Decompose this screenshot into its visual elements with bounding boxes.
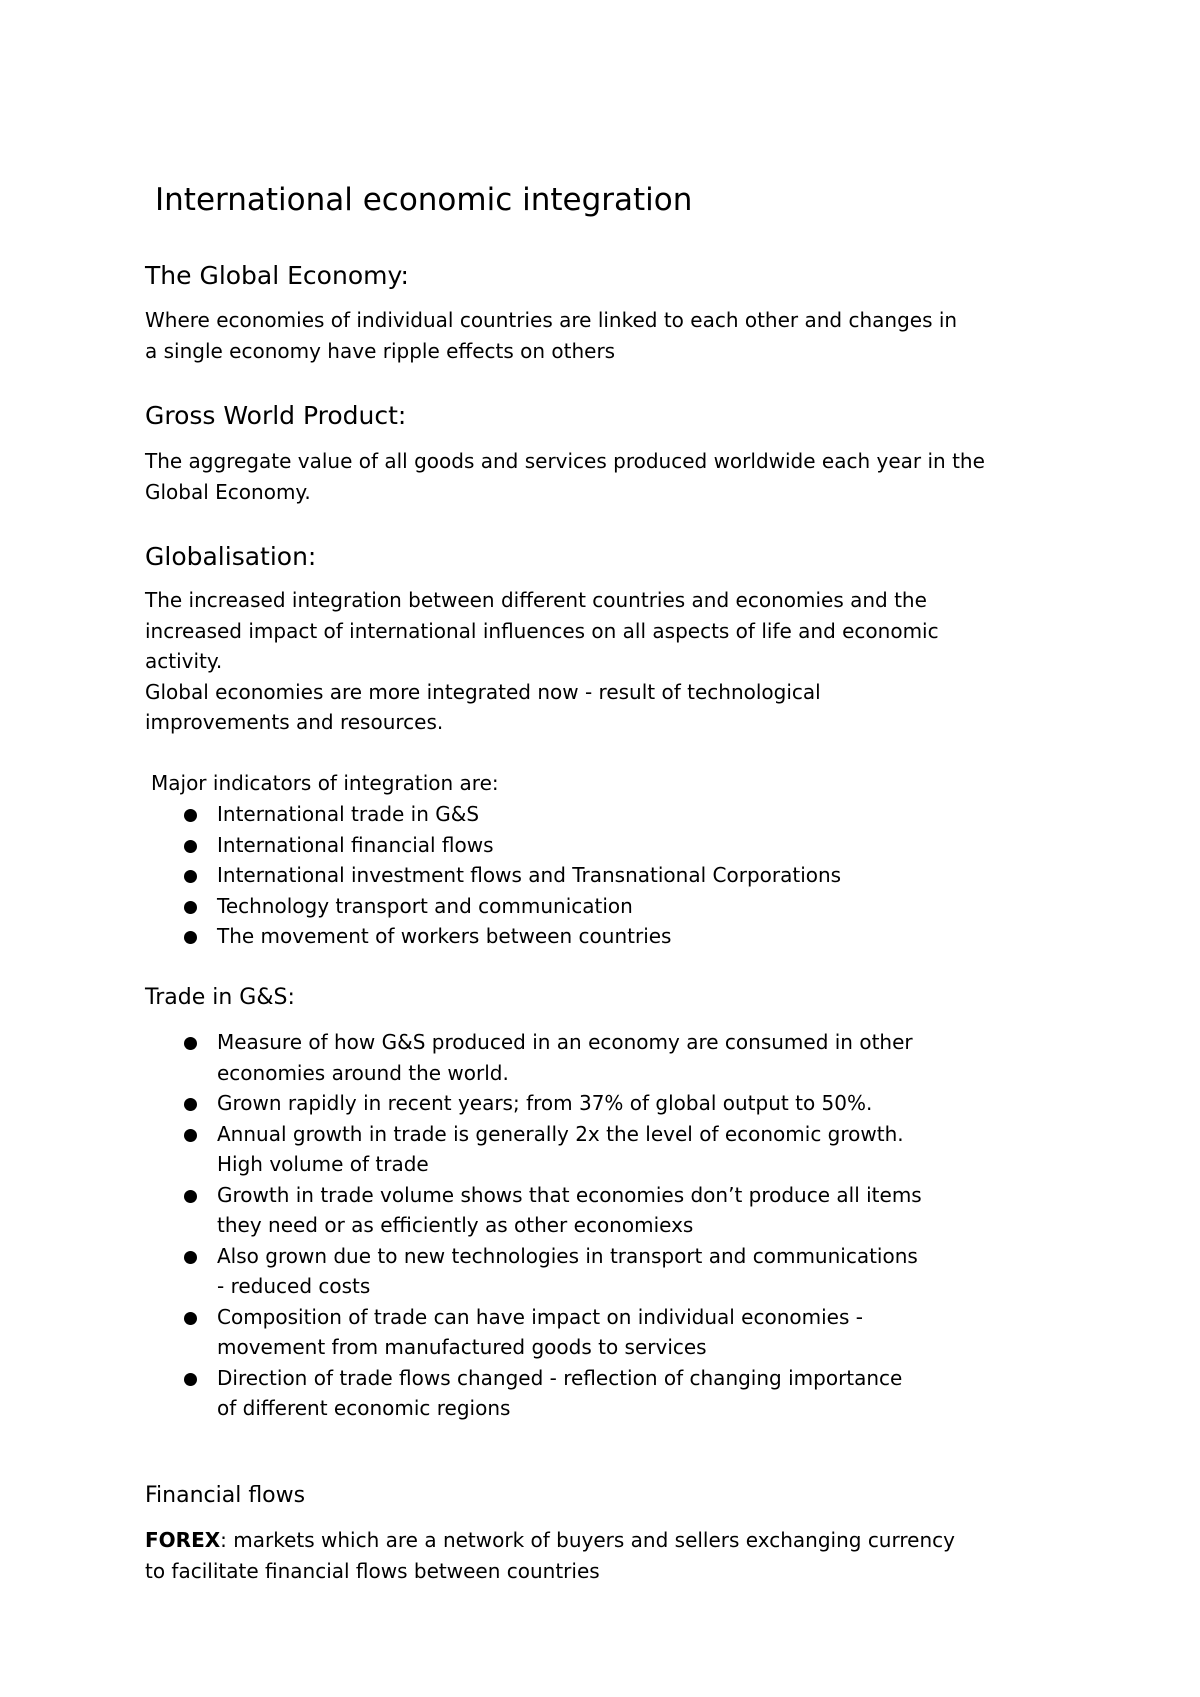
gross-world-product-heading: Gross World Product: bbox=[145, 401, 407, 430]
bullet-icon bbox=[184, 1373, 197, 1386]
bullet-icon bbox=[184, 1190, 197, 1203]
text-line: Global economies are more integrated now - result of technological bbox=[145, 679, 821, 704]
gross-world-product-definition bbox=[145, 446, 1095, 507]
list-item: Measure of how G&S produced in an economy are consumed in other economies around the world. bbox=[0, 1027, 922, 1088]
text-line: Global Economy. bbox=[145, 479, 311, 504]
globalisation-definition bbox=[145, 585, 1095, 738]
list-item: International trade in G&S bbox=[0, 799, 841, 830]
list-item: Annual growth in trade is generally 2x the level of economic growth. High volume of trade bbox=[0, 1119, 922, 1180]
text-line: a single economy have ripple effects on others bbox=[145, 338, 616, 363]
bullet-icon bbox=[184, 1251, 197, 1264]
globalisation-heading: Globalisation: bbox=[145, 542, 317, 571]
bullet-icon bbox=[184, 1129, 197, 1142]
text-line: improvements and resources. bbox=[145, 710, 444, 734]
text-line: to facilitate financial flows between countries bbox=[145, 1558, 600, 1583]
bullet-icon bbox=[184, 840, 197, 853]
forex-definition bbox=[145, 1525, 1095, 1586]
global-economy-heading: The Global Economy: bbox=[145, 261, 409, 290]
forex-definition-text: : markets which are a network of buyers and sellers exchanging currency bbox=[220, 1528, 955, 1552]
bullet-icon bbox=[184, 809, 197, 822]
global-economy-definition bbox=[145, 305, 1095, 366]
text-line: Where economies of individual countries are linked to each other and changes in bbox=[145, 308, 958, 332]
list-item: Composition of trade can have impact on individual economies - movement from manufactured goods to services bbox=[0, 1302, 922, 1363]
text-line bbox=[145, 1525, 1095, 1556]
bullet-icon bbox=[184, 1037, 197, 1050]
bullet-icon bbox=[184, 870, 197, 883]
list-item: International financial flows bbox=[0, 830, 841, 861]
bullet-icon bbox=[184, 1312, 197, 1325]
text-line: increased impact of international influences on all aspects of life and economic bbox=[145, 618, 939, 643]
list-item: Direction of trade flows changed - reflection of changing importance of different economic regions bbox=[0, 1363, 922, 1424]
financial-flows-heading: Financial flows bbox=[145, 1483, 306, 1508]
trade-heading: Trade in G&S: bbox=[145, 985, 295, 1010]
indicators-list bbox=[0, 799, 841, 952]
bullet-icon bbox=[184, 901, 197, 914]
text-line: activity. bbox=[145, 649, 223, 673]
list-item: Growth in trade volume shows that economies don’t produce all items they need or as efficiently as other economiexs bbox=[0, 1180, 922, 1241]
list-item: Grown rapidly in recent years; from 37% of global output to 50%. bbox=[0, 1088, 922, 1119]
list-item: International investment flows and Transnational Corporations bbox=[0, 860, 841, 891]
trade-list bbox=[0, 1027, 922, 1424]
document-title: International economic integration bbox=[155, 182, 693, 218]
indicators-intro: Major indicators of integration are: bbox=[151, 771, 499, 795]
list-item: Also grown due to new technologies in transport and communications - reduced costs bbox=[0, 1241, 922, 1302]
forex-term: FOREX bbox=[145, 1528, 221, 1552]
bullet-icon bbox=[184, 931, 197, 944]
list-item: Technology transport and communication bbox=[0, 891, 841, 922]
bullet-icon bbox=[184, 1098, 197, 1111]
text-line: The aggregate value of all goods and services produced worldwide each year in the bbox=[145, 449, 985, 473]
text-line: The increased integration between different countries and economies and the bbox=[145, 588, 927, 612]
list-item: The movement of workers between countries bbox=[0, 921, 841, 952]
